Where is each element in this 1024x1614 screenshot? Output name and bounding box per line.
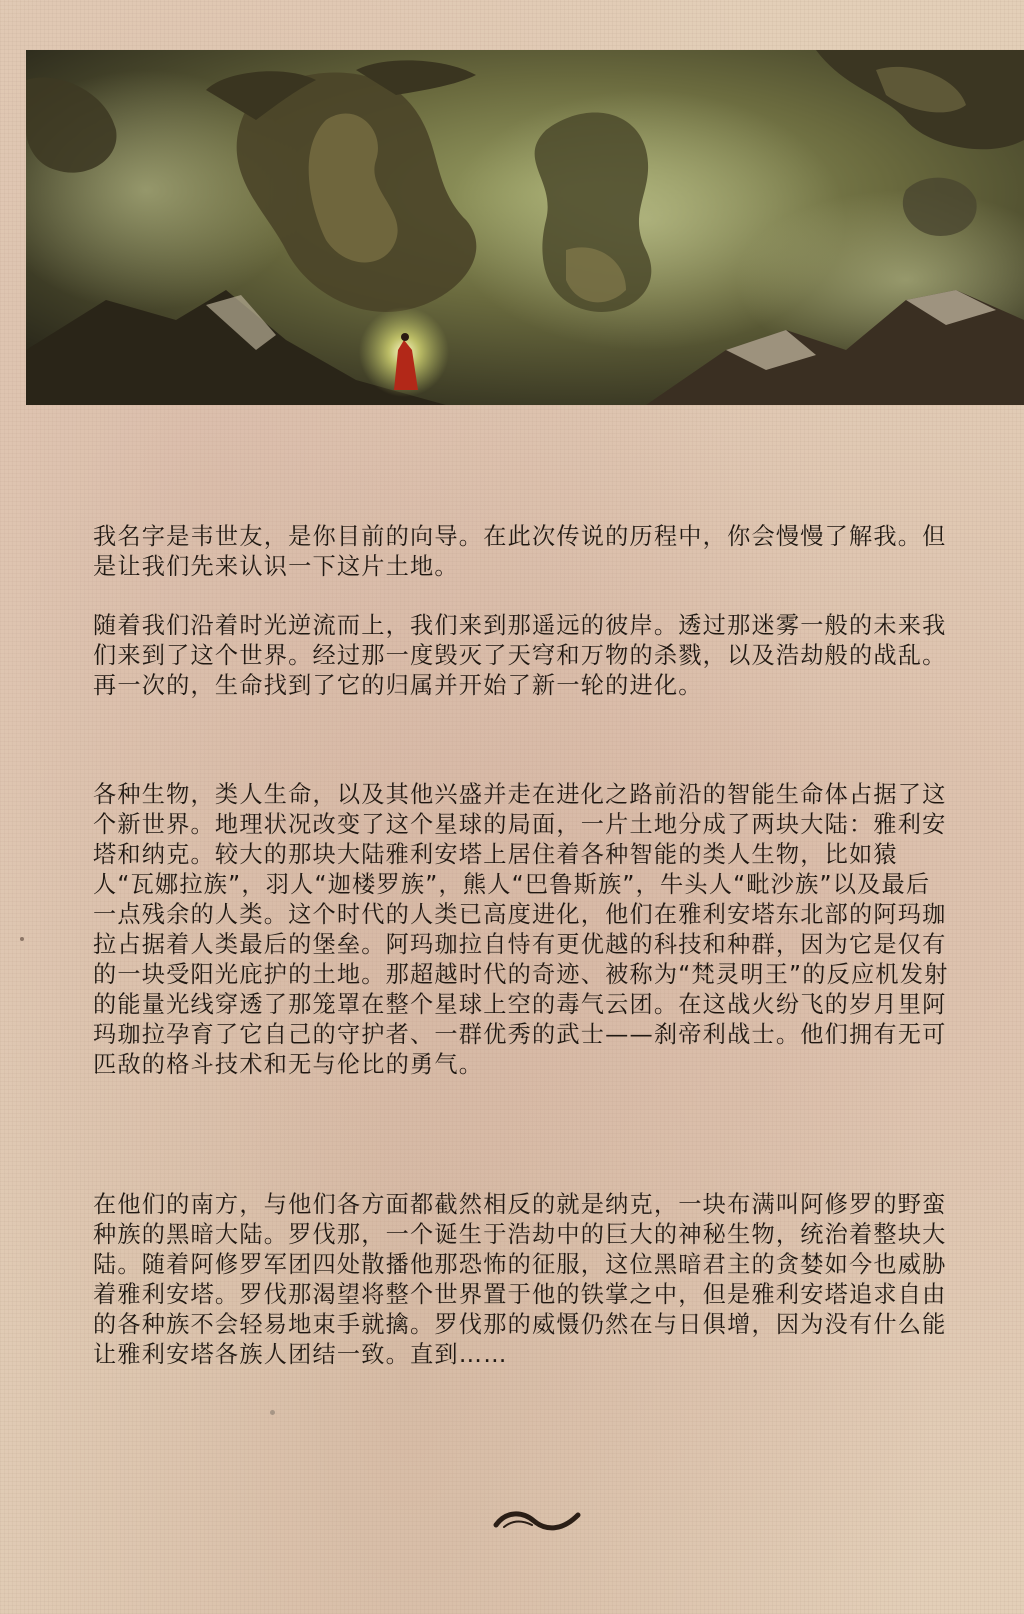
paper-speck [20,937,24,941]
landscape-artwork [26,50,1024,405]
paragraph-guide-intro: 我名字是韦世友，是你目前的向导。在此次传说的历程中，你会慢慢了解我。但是让我们先来认识一下这片土地。 [93,523,947,580]
swirl-ornament-icon [492,1505,582,1535]
paper-speck [270,1410,275,1415]
fantasy-landscape-illustration [26,50,1024,405]
paragraph-journey: 随着我们沿着时光逆流而上，我们来到那遥远的彼岸。透过那迷雾一般的未来我们来到了这个世界。经过那一度毁灭了天穹和万物的杀戮，以及浩劫般的战乱。再一次的，生命找到了它的归属并开始了新一轮的进化。 [93,612,947,699]
paragraph-aryanta: 各种生物，类人生命，以及其他兴盛并走在进化之路前沿的智能生命体占据了这个新世界。地理状况改变了这个星球的局面，一片土地分成了两块大陆：雅利安塔和纳克。较大的那块大陆雅利安塔上居住着各种智能的类人生物，比如猿人“瓦娜拉族”，羽人“迦楼罗族”，熊人“巴鲁斯族”，牛头人“毗沙族”以及最后一点残余的人类。这个时代的人类已高度进化，他们在雅利安塔东北部的阿玛珈拉占据着人类最后的堡垒。阿玛珈拉自恃有更优越的科技和种群，因为它是仅有的一块受阳光庇护的土地。那超越时代的奇迹、被称为“梵灵明王”的反应机发射的能量光线穿透了那笼罩在整个星球上空的毒气云团。在这战火纷飞的岁月里阿玛珈拉孕育了它自己的守护者、一群优秀的武士——刹帝利战士。他们拥有无可匹敌的格斗技术和无与伦比的勇气。 [93,781,949,1078]
paragraph-nark: 在他们的南方，与他们各方面都截然相反的就是纳克，一块布满叫阿修罗的野蛮种族的黑暗大陆。罗伐那，一个诞生于浩劫中的巨大的神秘生物，统治着整块大陆。随着阿修罗军团四处散播他那恐怖的征服，这位黑暗君主的贪婪如今也威胁着雅利安塔。罗伐那渴望将整个世界置于他的铁掌之中，但是雅利安塔追求自由的各种族不会轻易地束手就擒。罗伐那的威慑仍然在与日俱增，因为没有什么能让雅利安塔各族人团结一致。直到…… [93,1191,947,1368]
